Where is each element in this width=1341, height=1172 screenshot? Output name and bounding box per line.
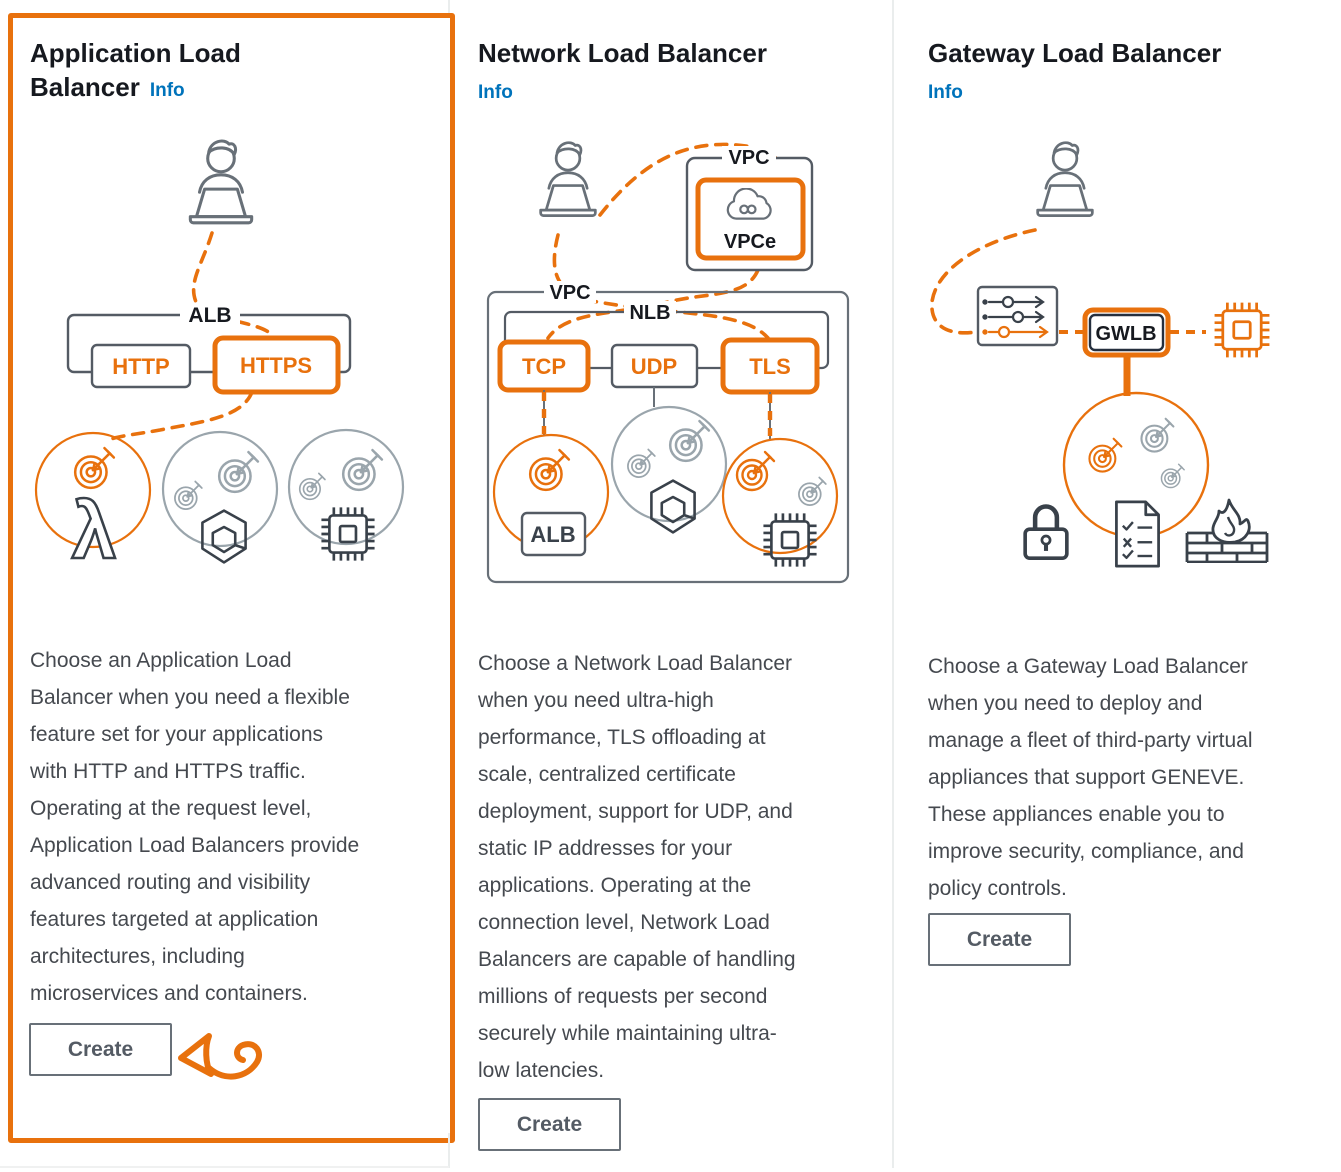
card-title <box>30 36 370 108</box>
create-button[interactable]: Create <box>928 913 1071 966</box>
udp-label: UDP <box>630 354 678 379</box>
card-gateway-load-balancer[interactable] <box>905 0 1341 1172</box>
chip-icon <box>763 513 816 566</box>
alb-label: ALB <box>188 304 232 327</box>
container-target-circle <box>612 407 726 521</box>
hand-drawn-arrow-icon <box>173 1028 273 1096</box>
row-divider <box>0 1166 449 1168</box>
info-row <box>478 82 513 104</box>
nlb-label: NLB <box>629 302 671 324</box>
target-icon <box>300 473 325 499</box>
column-divider <box>448 0 450 13</box>
vpce-label: VPCe <box>723 231 777 253</box>
target-icon <box>737 452 774 490</box>
person-laptop-icon <box>1038 143 1093 216</box>
https-label: HTTPS <box>239 353 313 378</box>
card-description: Choose an Application Load Balancer when you need a flexible feature set for your applications with HTTP and HTTPS traffic. Operating at the request level, Application Load Balancers provide advanced routing and visibility features targeted at application architectures, including microservices and containers. <box>30 649 360 1005</box>
person-laptop-icon <box>541 143 596 216</box>
dashed-connector <box>544 392 770 436</box>
target-icon <box>799 477 826 505</box>
target-icon <box>175 481 202 509</box>
lambda-icon: λ <box>71 486 117 575</box>
card-title <box>928 36 1221 70</box>
target-icon <box>343 450 382 490</box>
target-icon <box>75 448 114 488</box>
checklist-icon <box>1116 502 1158 566</box>
card-title-text: Application Load Balancer <box>30 38 241 102</box>
target-icon <box>670 421 709 461</box>
alb-target-label: ALB <box>530 522 576 547</box>
sliders-icon <box>983 297 1047 337</box>
tls-label: TLS <box>749 354 791 379</box>
container-icon <box>202 511 245 563</box>
chip-icon <box>1215 303 1270 358</box>
person-laptop-icon <box>190 141 251 223</box>
target-icon <box>1141 419 1173 452</box>
gwlb-diagram <box>928 130 1320 610</box>
tcp-label: TCP <box>522 354 566 379</box>
vpc-label: VPC <box>549 282 591 304</box>
create-button[interactable]: Create <box>29 1023 172 1076</box>
create-button[interactable]: Create <box>478 1098 621 1151</box>
card-description: Choose a Gateway Load Balancer when you need to deploy and manage a fleet of third-party virtual appliances that support GENEVE. These appliances enable you to improve security, compliance, and policy controls. <box>928 655 1253 900</box>
info-link[interactable]: Info <box>149 80 185 101</box>
card-title-text: Gateway Load Balancer <box>928 38 1222 68</box>
connector-line <box>544 387 770 440</box>
card-title-text: Network Load Balancer <box>478 38 767 68</box>
column-divider <box>892 0 894 1168</box>
lock-icon <box>1025 507 1067 559</box>
http-label: HTTP <box>112 354 170 379</box>
target-icon <box>219 452 258 492</box>
info-link[interactable]: Info <box>478 82 513 103</box>
vpc-label: VPC <box>728 147 770 169</box>
column-divider <box>448 1133 450 1168</box>
card-title <box>478 36 767 70</box>
target-icon <box>1161 464 1184 487</box>
card-description: Choose a Network Load Balancer when you need ultra-high performance, TLS offloading at scale, centralized certificate deployment, support for UDP, and static IP addresses for your applications. Operating at the connection level, Network Load Balancers are capable of handling millions of requests per second securely while maintaining ultra-low latencies. <box>478 652 796 1082</box>
target-icon <box>628 449 655 477</box>
info-row <box>928 82 963 104</box>
target-icon <box>1089 439 1121 472</box>
alb-diagram <box>30 130 420 600</box>
info-link[interactable]: Info <box>928 82 963 103</box>
card-network-load-balancer[interactable] <box>455 0 893 1172</box>
target-icon <box>530 450 569 490</box>
gwlb-label: GWLB <box>1095 323 1157 345</box>
firewall-icon <box>1187 500 1267 562</box>
card-application-load-balancer[interactable] <box>8 13 455 1143</box>
nlb-diagram <box>478 130 875 620</box>
container-icon <box>651 481 694 533</box>
chip-icon <box>321 507 374 560</box>
